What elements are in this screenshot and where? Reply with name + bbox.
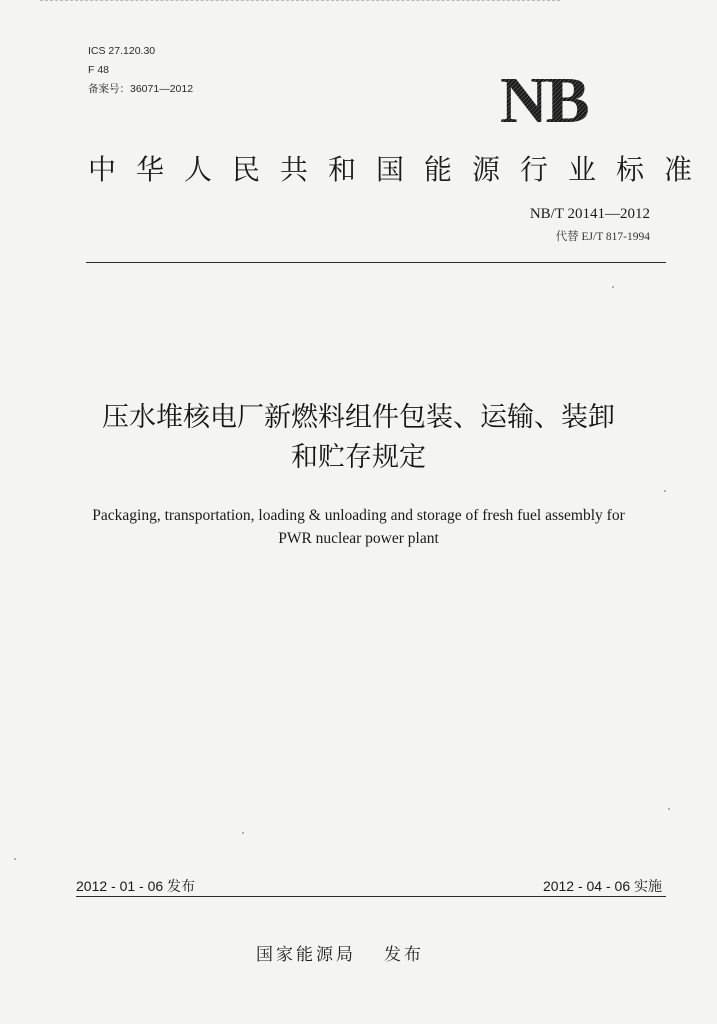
implementation-date: 2012 - 04 - 06 实施 <box>542 878 662 894</box>
publisher-org: 国家能源局 <box>256 945 356 965</box>
chinese-title-line-2: 和贮存规定 <box>291 442 426 473</box>
issue-date: 2012 - 01 - 06 发布 <box>76 878 196 894</box>
publisher-action: 发布 <box>384 945 424 965</box>
industry-standard-heading: 中华人民共和国能源行业标准 <box>88 153 713 186</box>
logo-text: NB <box>500 64 588 130</box>
publisher <box>256 940 424 965</box>
chinese-title-line-1: 压水堆核电厂新燃料组件包装、运输、装卸 <box>102 402 615 433</box>
nb-logo <box>496 64 636 130</box>
english-title-line-1: Packaging, transportation, loading & unloading and storage of fresh fuel assembly for <box>92 507 625 524</box>
date-row <box>76 876 666 898</box>
scan-edge-mark <box>40 0 560 3</box>
scan-speck <box>14 858 16 860</box>
standard-number: NB/T 20141—2012 <box>529 206 650 222</box>
english-title-line-2: PWR nuclear power plant <box>278 530 439 547</box>
chinese-title <box>40 398 677 478</box>
bottom-divider <box>76 896 666 897</box>
scan-speck <box>668 808 670 810</box>
record-number: 备案号：36071—2012 <box>88 83 194 95</box>
scan-speck <box>612 286 614 288</box>
scan-speck <box>664 490 666 492</box>
top-divider <box>86 262 666 263</box>
replaces-standard: 代替 EJ/T 817-1994 <box>555 231 650 243</box>
ics-code: ICS 27.120.30 <box>88 45 156 57</box>
scan-speck <box>242 832 244 834</box>
classification-block <box>88 42 193 99</box>
ccs-code: F 48 <box>88 64 110 76</box>
english-title <box>40 504 677 550</box>
